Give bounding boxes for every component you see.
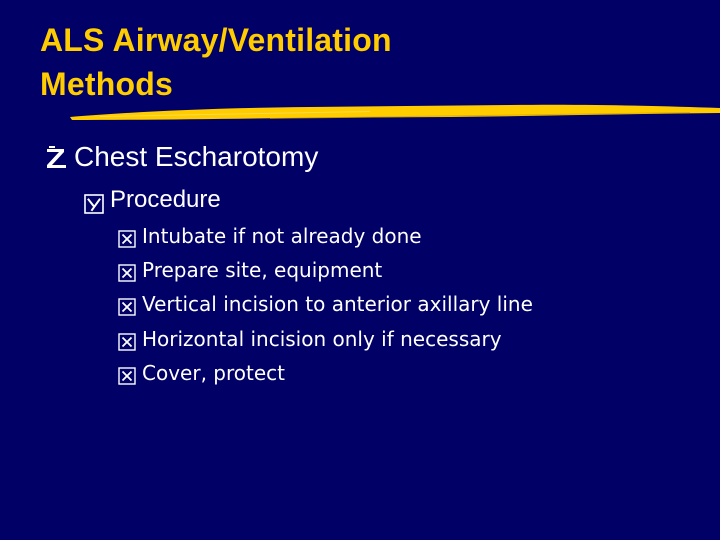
bullet-level2-text: Procedure [110,186,221,213]
x-checkbox-bullet-icon [118,295,136,313]
y-checkbox-bullet-icon [84,190,104,210]
slide-title-line-1: ALS Airway/Ventilation [40,22,392,58]
bullet-level3-text: Intubate if not already done [142,224,422,248]
bullet-level3-item [118,290,533,318]
x-checkbox-bullet-icon [118,227,136,245]
bullet-level3-text: Cover, protect [142,361,285,385]
bullet-level3-text: Horizontal incision only if necessary [142,327,502,351]
bullet-level3-text: Prepare site, equipment [142,258,383,282]
bullet-level3-item [118,222,422,250]
slide-title [40,18,680,106]
title-divider-rule [70,100,720,130]
bullet-level1-text: Chest Escharotomy [74,141,319,172]
slide-title-line-2: Methods [40,66,173,102]
bullet-level2-procedure [84,183,221,217]
x-checkbox-bullet-icon [118,330,136,348]
z-bullet-icon [44,143,70,171]
x-checkbox-bullet-icon [118,261,136,279]
bullet-level3-item [118,256,382,284]
bullet-level1-chest-escharotomy [44,138,318,176]
bullet-level3-item [118,325,502,353]
x-checkbox-bullet-icon [118,364,136,382]
bullet-level3-text: Vertical incision to anterior axillary line [142,292,533,316]
bullet-level3-item [118,359,285,387]
